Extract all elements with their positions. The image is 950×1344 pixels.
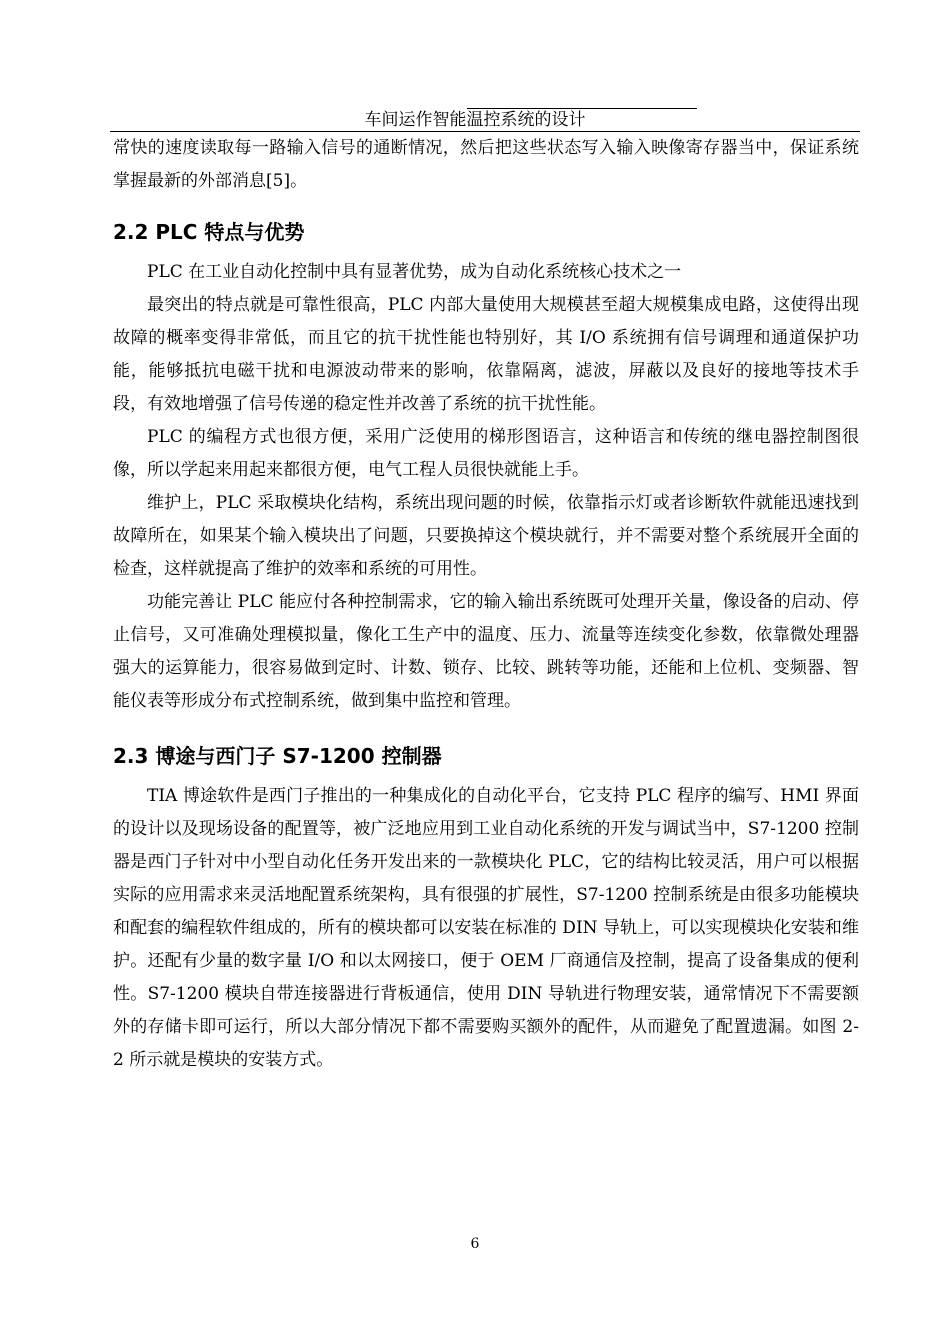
paragraph-plc-maintenance: 维护上，PLC 采取模块化结构，系统出现问题的时候，依靠指示灯或者诊断软件就能迅速找到故障所在，如果某个输入模块出了问题，只要换掉这个模块就行，并不需要对整个系统展开全面的检查，这样就提高了维护的效率和系统的可用性。 <box>113 493 859 579</box>
paragraph-tia-s7-1200: TIA 博途软件是西门子推出的一种集成化的自动化平台，它支持 PLC 程序的编写、HMI 界面的设计以及现场设备的配置等，被广泛地应用到工业自动化系统的开发与调试当中，S7-1200 控制器是西门子针对中小型自动化任务开发出来的一款模块化 PLC，它的结构比较灵活，用户可以根据实际的应用需求来灵活地配置系统架构，具有很强的扩展性，S7-1200 控制系统是由很多功能模块和配套的编程软件组成的，所有的模块都可以安装在标准的 DIN 导轨上，可以实现模块化安装和维护。还配有少量的数字量 I/O 和以太网接口，便于 OEM 厂商通信及控制，提高了设备集成的便利性。S7-1200 模块自带连接器进行背板通信，使用 DIN 导轨进行物理安装，通常情况下不需要额外的存储卡即可运行，所以大部分情况下都不需要购买额外的配件，从而避免了配置遗漏。如图 2-2 所示就是模块的安装方式。 <box>113 786 859 1070</box>
section-heading-2-3: 2.3 博途与西门子 S7-1200 控制器 <box>113 744 442 768</box>
page-number: 6 <box>470 1236 480 1252</box>
paragraph-plc-programming: PLC 的编程方式也很方便，采用广泛使用的梯形图语言，这种语言和传统的继电器控制图很像，所以学起来用起来都很方便，电气工程人员很快就能上手。 <box>113 427 859 480</box>
page-body <box>113 132 859 1077</box>
header-rule-top <box>467 108 697 109</box>
running-header-title: 车间运作智能温控系统的设计 <box>364 110 586 130</box>
section-heading-2-2: 2.2 PLC 特点与优势 <box>113 220 305 244</box>
paragraph-plc-advantage: PLC 在工业自动化控制中具有显著优势，成为自动化系统核心技术之一 <box>147 262 682 282</box>
paragraph-plc-reliability: 最突出的特点就是可靠性很高，PLC 内部大量使用大规模甚至超大规模集成电路，这使得出现故障的概率变得非常低，而且它的抗干扰性能也特别好，其 I/O 系统拥有信号调理和通道保护功能，能够抵抗电磁干扰和电源波动带来的影响，依靠隔离，滤波，屏蔽以及良好的接地等技术手段，有效地增强了信号传递的稳定性并改善了系统的抗干扰性能。 <box>113 295 859 414</box>
continuation-paragraph: 常快的速度读取每一路输入信号的通断情况，然后把这些状态写入输入映像寄存器当中，保证系统掌握最新的外部消息[5]。 <box>113 138 859 191</box>
paragraph-plc-functions: 功能完善让 PLC 能应付各种控制需求，它的输入输出系统既可处理开关量，像设备的启动、停止信号，又可准确处理模拟量，像化工生产中的温度、压力、流量等连续变化参数，依靠微处理器强大的运算能力，很容易做到定时、计数、锁存、比较、跳转等功能，还能和上位机、变频器、智能仪表等形成分布式控制系统，做到集中监控和管理。 <box>113 592 859 711</box>
